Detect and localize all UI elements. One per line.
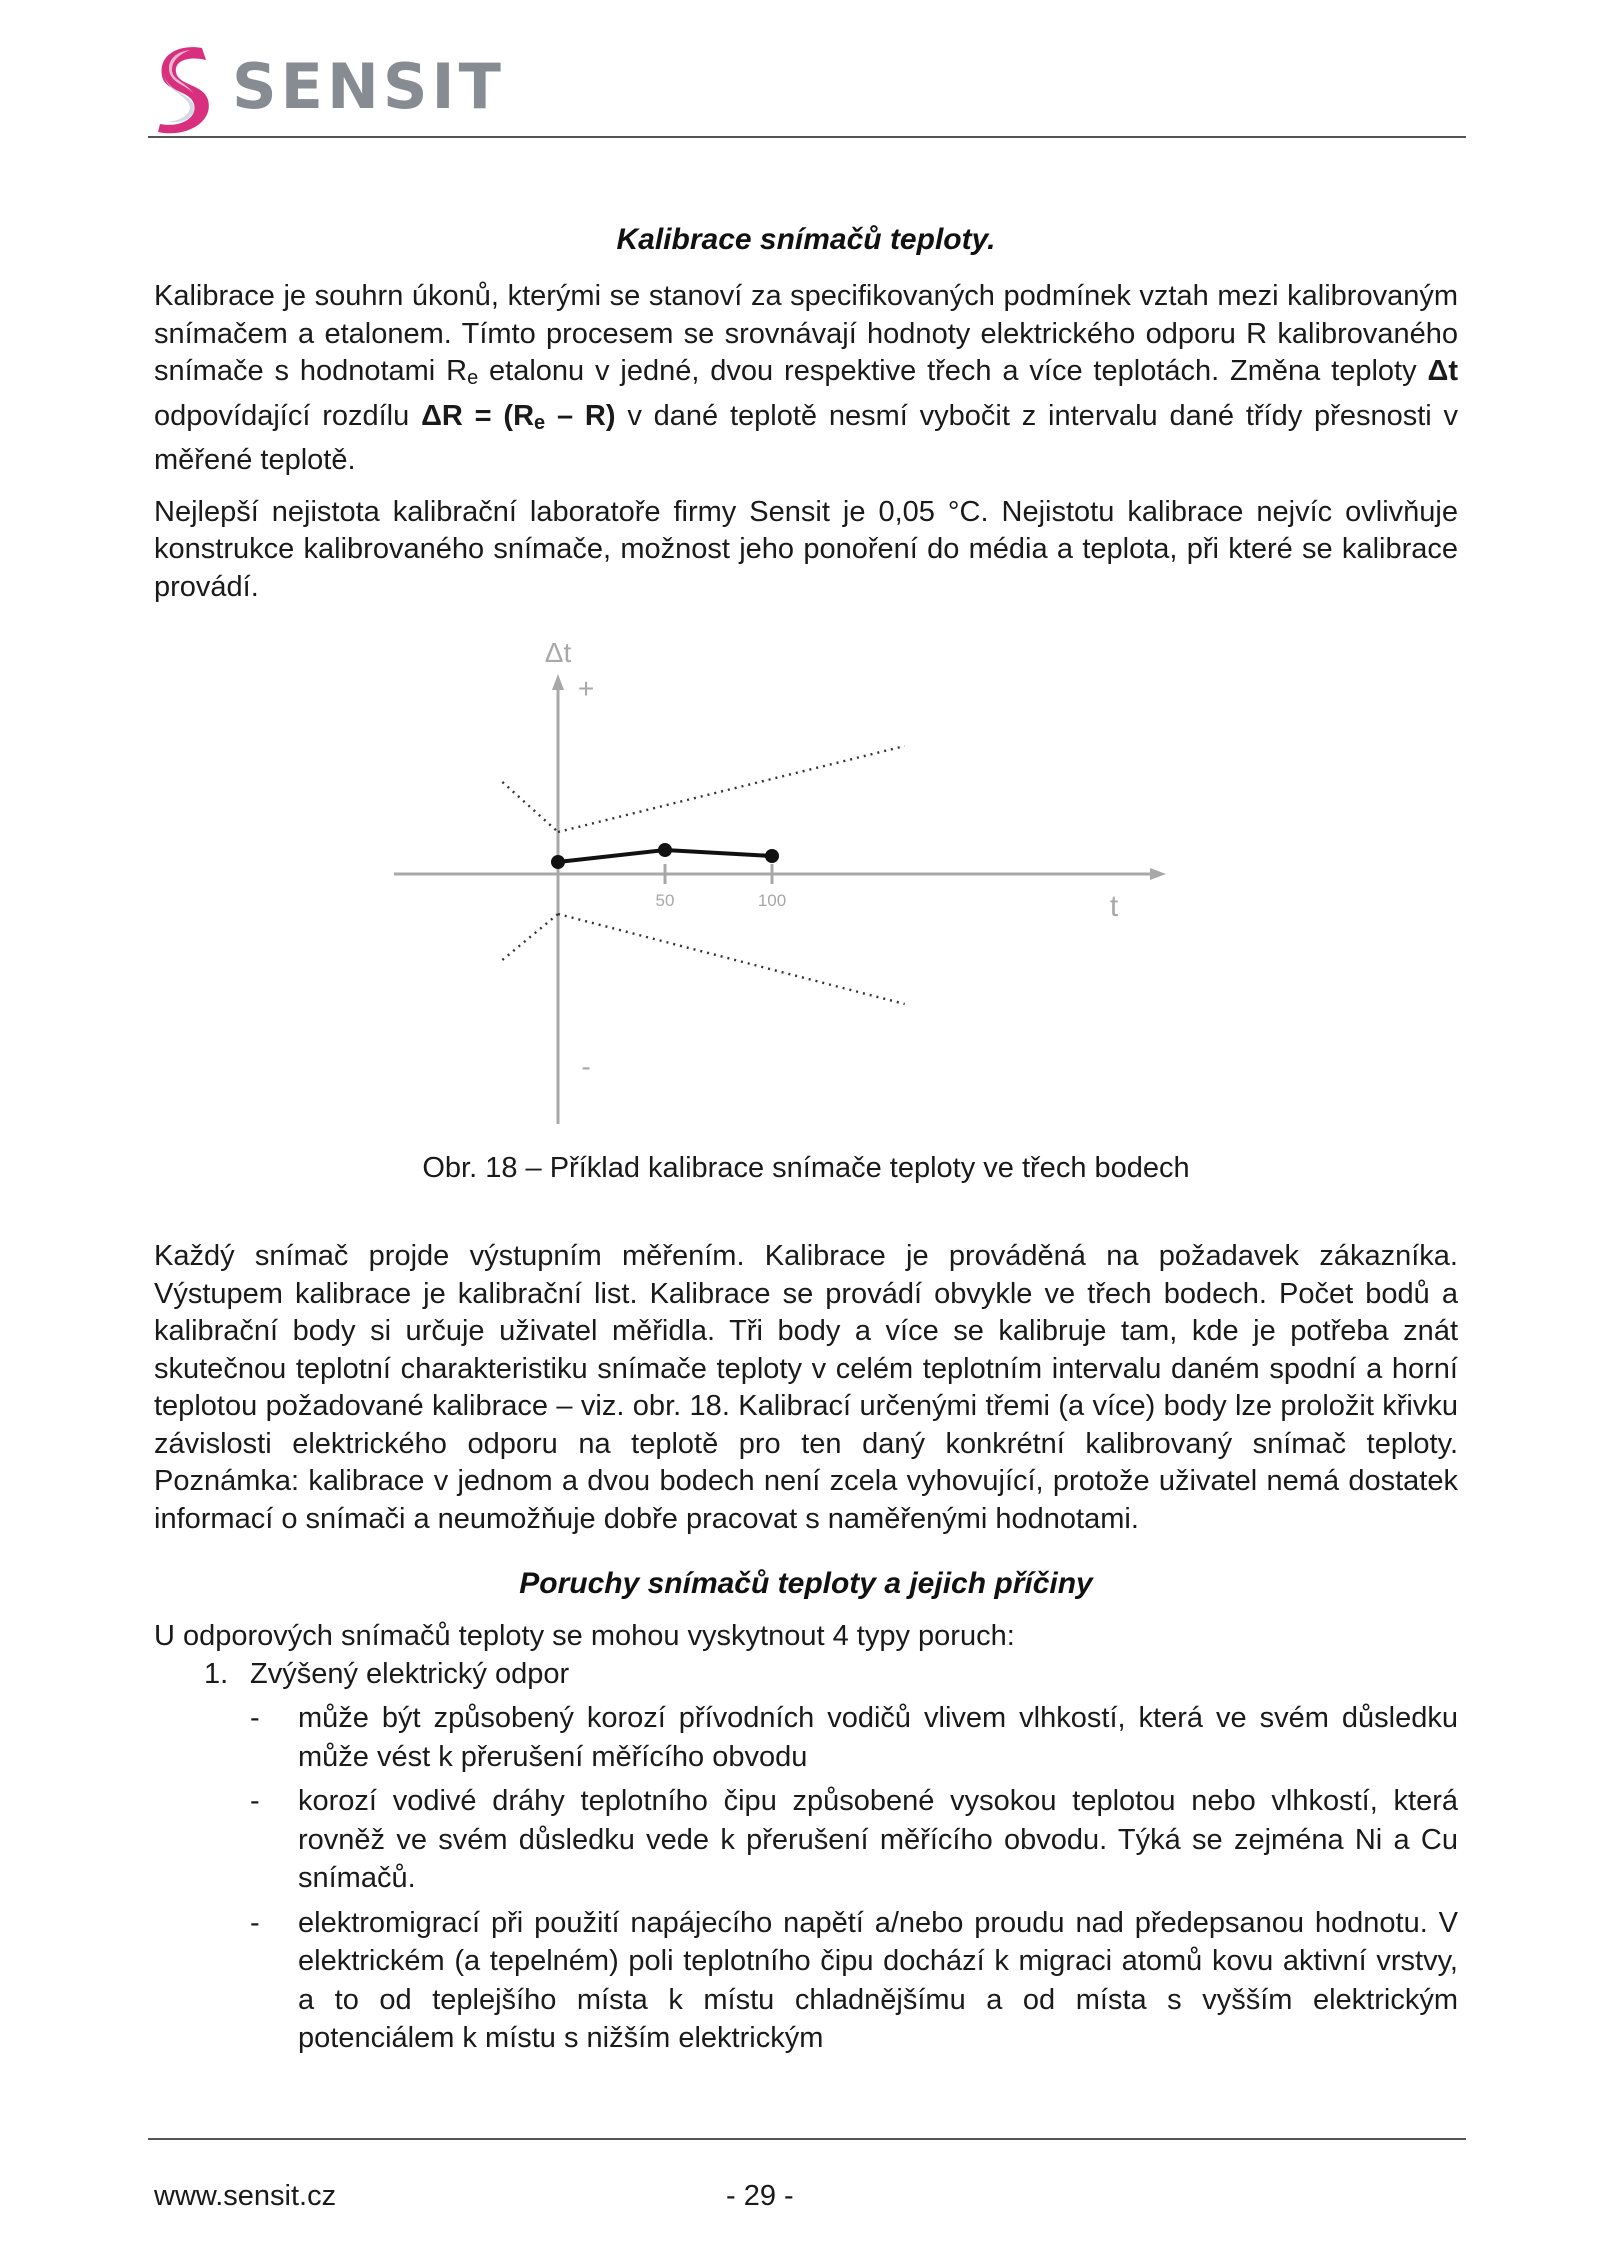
text-run: odpovídající rozdílu: [154, 399, 422, 432]
calibration-point: [658, 843, 672, 857]
calibration-point: [765, 849, 779, 863]
section-title-calibration: Kalibrace snímačů teploty.: [616, 223, 996, 256]
paragraph-uncertainty: Nejlepší nejistota kalibrační laboratoře firmy Sensit je 0,05 °C. Nejistotu kalibrace nejvíc ovlivňuje konstrukce kalibrovaného snímače, možnost jeho ponoření do média a teplota, při které se kalibrace provádí.: [154, 495, 1458, 603]
figure-caption: Obr. 18 – Příklad kalibrace snímače teploty ve třech bodech: [422, 1152, 1190, 1184]
brand-name: SENSIT: [232, 50, 505, 123]
y-axis-arrow: [552, 674, 564, 690]
list-item-text: korozí vodivé dráhy teplotního čipu způsobené vysokou teplotou nebo vlhkostí, která rovněž ve svém důsledku vede k přerušení měřícího obvodu. Týká se zejména Ni a Cu snímačů.: [298, 1785, 1458, 1894]
list-dash: -: [250, 1906, 260, 1939]
tolerance-lower: [558, 914, 905, 1004]
list-item-label: Zvýšený elektrický odpor: [250, 1657, 570, 1690]
list-item-text: může být způsobený korozí přívodních vodičů vlivem vlhkostí, která ve svém důsledku může vést k přerušení měřícího obvodu: [298, 1702, 1458, 1773]
subscript: e: [467, 367, 479, 389]
tolerance-lower-left: [502, 914, 558, 960]
tolerance-upper: [558, 746, 905, 832]
list-item: [154, 1656, 1458, 1694]
x-tick-label: 100: [757, 891, 787, 910]
text-run: v dané teplotě nesmí vybočit z intervalu dané třídy přesnosti v měřené teplotě.: [154, 399, 1459, 476]
paragraph-calibration-definition: [154, 278, 1458, 480]
page-content: [154, 220, 1458, 2064]
list-dash: -: [250, 1702, 260, 1734]
x-axis-label: t: [1109, 890, 1119, 923]
bold-term: [421, 400, 615, 432]
x-tick-label: 50: [655, 891, 675, 910]
page-number: - 29 -: [726, 2180, 794, 2212]
tolerance-upper-left: [502, 782, 558, 832]
footer-divider: [148, 2138, 1466, 2140]
bold-run: – R): [545, 399, 616, 432]
text-run: etalonu v jedné, dvou respektive třech a více teplotách. Změna teploty: [478, 355, 1428, 387]
paragraph-output-measurement: Každý snímač projde výstupním měřením. Kalibrace je prováděná na požadavek zákazníka. Výstupem kalibrace je kalibrační list. Kalibrace se provádí obvykle ve třech bodech. Počet bodů a kalibrační body si určuje uživatel měřidla. Tři body a více se kalibruje tam, kde je potřeba znát skutečnou teplotní charakteristiku snímače teploty v celém teplotním intervalu daném spodní a horní teplotou požadované kalibrace – viz. obr. 18. Kalibrací určenými třemi (a více) body lze proložit křivku závislosti elektrického odporu na teplotě pro ten daný konkrétní kalibrovaný snímač teploty. Poznámka: kalibrace v jednom a dvou bodech není zcela vyhovující, protože uživatel nemá dostatek informací o snímači a neumožňuje dobře pracovat s naměřenými hodnotami.: [154, 1240, 1458, 1535]
list-dash: -: [250, 1785, 260, 1817]
page-header: [150, 34, 1466, 139]
sensit-logo-icon: [150, 42, 220, 134]
subscript: e: [534, 411, 546, 434]
calibration-figure: [154, 634, 1458, 1134]
list-number: 1.: [204, 1657, 229, 1690]
text-run: Kalibrace je souhrn úkonů, kterými se stanoví za specifikovaných podmínek vztah mezi kalibrovaným snímačem a etalonem. Tímto procesem se srovnávají hodnoty elektrického odporu R kalibrovaného snímače s hodnotami R: [154, 280, 1458, 387]
bold-run: ΔR = (R: [421, 399, 535, 432]
list-item: [154, 1904, 1458, 2058]
list-item-text: elektromigrací při použití napájecího napětí a/nebo proudu nad předepsanou hodnotu. V elektrickém (a tepelném) poli teplotního čipu dochází k migraci atomů kovu aktivní vrstvy, a to od teplejšího místa k místu chladnějšímu a od místa s vyšším elektrickým potenciálem k místu s nižším elektrickým: [298, 1906, 1458, 2054]
list-item: [154, 1699, 1458, 1776]
faults-intro: U odporových snímačů teploty se mohou vyskytnout 4 typy poruch:: [154, 1620, 1015, 1652]
calibration-point: [551, 855, 565, 869]
header-divider: [148, 136, 1466, 138]
list-item: [154, 1782, 1458, 1898]
bold-term: Δt: [1427, 355, 1458, 387]
calibration-chart: [154, 634, 1458, 1134]
footer-url: www.sensit.cz: [154, 2180, 337, 2212]
x-axis-arrow: [1150, 868, 1166, 880]
y-minus-label: -: [581, 1051, 591, 1082]
y-plus-label: +: [577, 673, 595, 704]
y-axis-label: Δt: [544, 637, 572, 668]
section-title-faults: Poruchy snímačů teploty a jejich příčiny: [519, 1567, 1093, 1600]
